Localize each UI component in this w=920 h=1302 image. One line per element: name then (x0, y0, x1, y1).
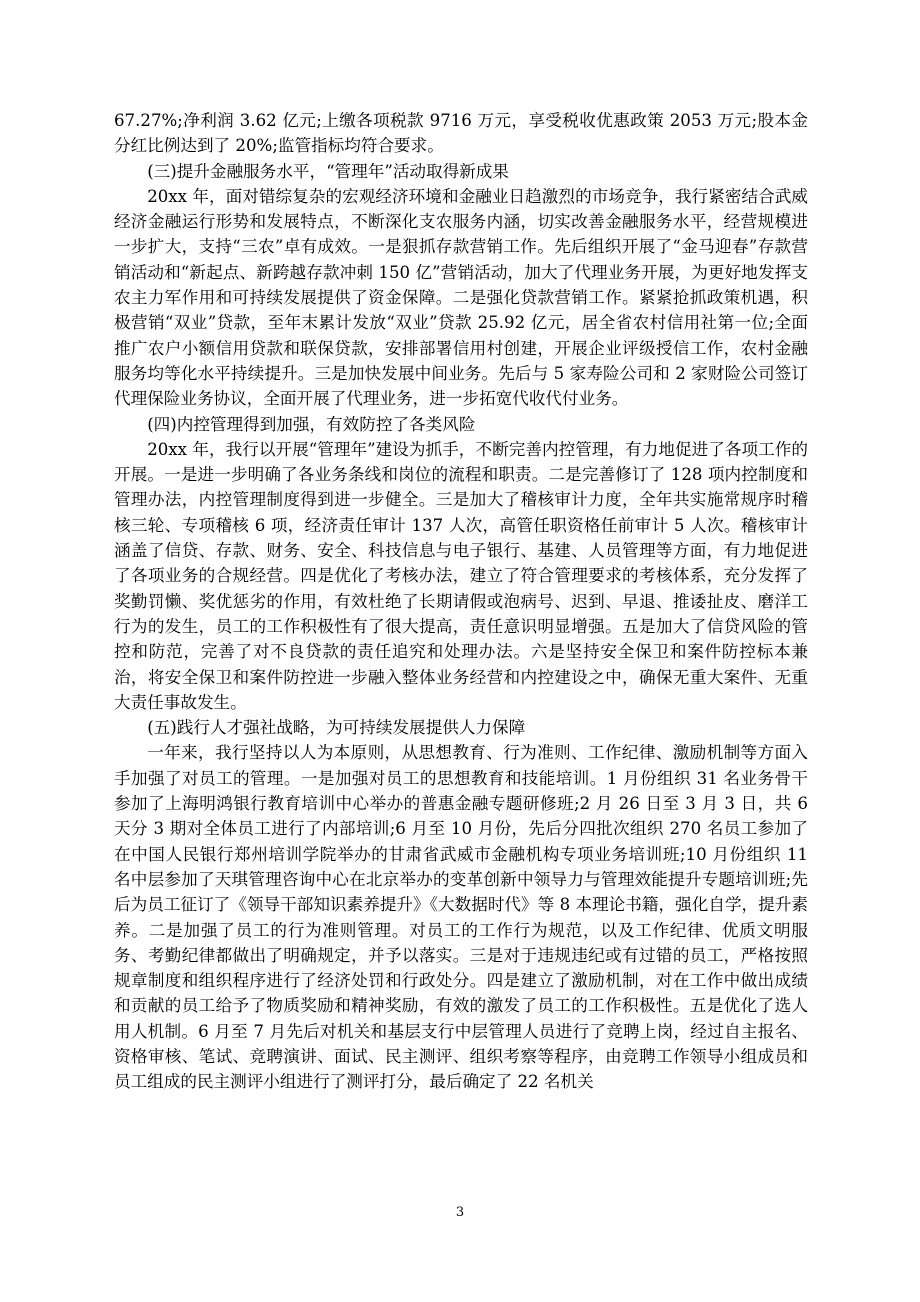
paragraph-2: 20xx 年，面对错综复杂的宏观经济环境和金融业日趋激烈的市场竞争，我行紧密结合武威经济金融运行形势和发展特点，不断深化支农服务内涵，切实改善金融服务水平，经营规模进一步扩大，支持“三农”卓有成效。一是狠抓存款营销工作。先后组织开展了“金马迎春”存款营销活动和“新起点、新跨越存款冲刺 150 亿”营销活动，加大了代理业务开展，为更好地发挥支农主力军作用和可持续发展提供了资金保障。二是强化贷款营销工作。紧紧抢抓政策机遇，积极营销“双业”贷款，至年末累计发放“双业”贷款 25.92 亿元，居全省农村信用社第一位;全面推广农户小额信用贷款和联保贷款，安排部署信用村创建，开展企业评级授信工作，农村金融服务均等化水平持续提升。三是加快发展中间业务。先后与 5 家寿险公司和 2 家财险公司签订代理保险业务协议，全面开展了代理业务，进一步拓宽代收代付业务。 (114, 186, 808, 409)
paragraph-3: 20xx 年，我行以开展“管理年”建设为抓手，不断完善内控管理，有力地促进了各项工作的开展。一是进一步明确了各业务条线和岗位的流程和职责。二是完善修订了 128 项内控制度和管理办法，内控管理制度得到进一步健全。三是加大了稽核审计力度，全年共实施常规序时稽核三轮、专项稽核 6 项，经济责任审计 137 人次，高管任职资格任前审计 5 人次。稽核审计涵盖了信贷、存款、财务、安全、科技信息与电子银行、基建、人员管理等方面，有力地促进了各项业务的合规经营。四是优化了考核办法，建立了符合管理要求的考核体系，充分发挥了奖勤罚懒、奖优惩劣的作用，有效杜绝了长期请假或泡病号、迟到、早退、推诿扯皮、磨洋工行为的发生，员工的工作积极性有了很大提高，责任意识明显增强。五是加大了信贷风险的管控和防范，完善了对不良贷款的责任追究和处理办法。六是坚持安全保卫和案件防控标本兼治，将安全保卫和案件防控进一步融入整体业务经营和内控建设之中，确保无重大案件、无重大责任事故发生。 (114, 439, 808, 712)
page-number: 3 (455, 1205, 465, 1220)
section-heading-3: (三)提升金融服务水平，“管理年”活动取得新成果 (147, 161, 509, 181)
paragraph-4: 一年来，我行坚持以人为本原则，从思想教育、行为准则、工作纪律、激励机制等方面入手加强了对员工的管理。一是加强对员工的思想教育和技能培训。1 月份组织 31 名业务骨干参加了上海明鸿银行教育培训中心举办的普惠金融专题研修班;2 月 26 日至 3 月 3 日，共 6 天分 3 期对全体员工进行了内部培训;6 月至 10 月份，先后分四批次组织 270 名员工参加了在中国人民银行郑州培训学院举办的甘肃省武威市金融机构专项业务培训班;10 月份组织 11 名中层参加了天琪管理咨询中心在北京举办的变革创新中领导力与管理效能提升专题培训班;先后为员工征订了《领导干部知识素养提升》《大数据时代》等 8 本理论书籍，强化自学，提升素养。二是加强了员工的行为准则管理。对员工的工作行为规范，以及工作纪律、优质文明服务、考勤纪律都做出了明确规定，并予以落实。三是对于违规违纪或有过错的员工，严格按照规章制度和组织程序进行了经济处罚和行政处分。四是建立了激励机制，对在工作中做出成绩和贡献的员工给予了物质奖励和精神奖励，有效的激发了员工的工作积极性。五是优化了选人用人机制。6 月至 7 月先后对机关和基层支行中层管理人员进行了竞聘上岗，经过自主报名、资格审核、笔试、竞聘演讲、面试、民主测评、组织考察等程序，由竞聘工作领导小组成员和员工组成的民主测评小组进行了测评打分，最后确定了 22 名机关 (114, 743, 808, 1092)
section-heading-4: (四)内控管理得到加强，有效防控了各类风险 (147, 414, 476, 434)
paragraph-1: 67.27%;净利润 3.62 亿元;上缴各项税款 9716 万元，享受税收优惠政策 2053 万元;股本金分红比例达到了 20%;监管指标均符合要求。 (114, 111, 808, 156)
document-body (114, 108, 808, 1095)
section-heading-5: (五)践行人才强社战略，为可持续发展提供人力保障 (147, 718, 526, 738)
